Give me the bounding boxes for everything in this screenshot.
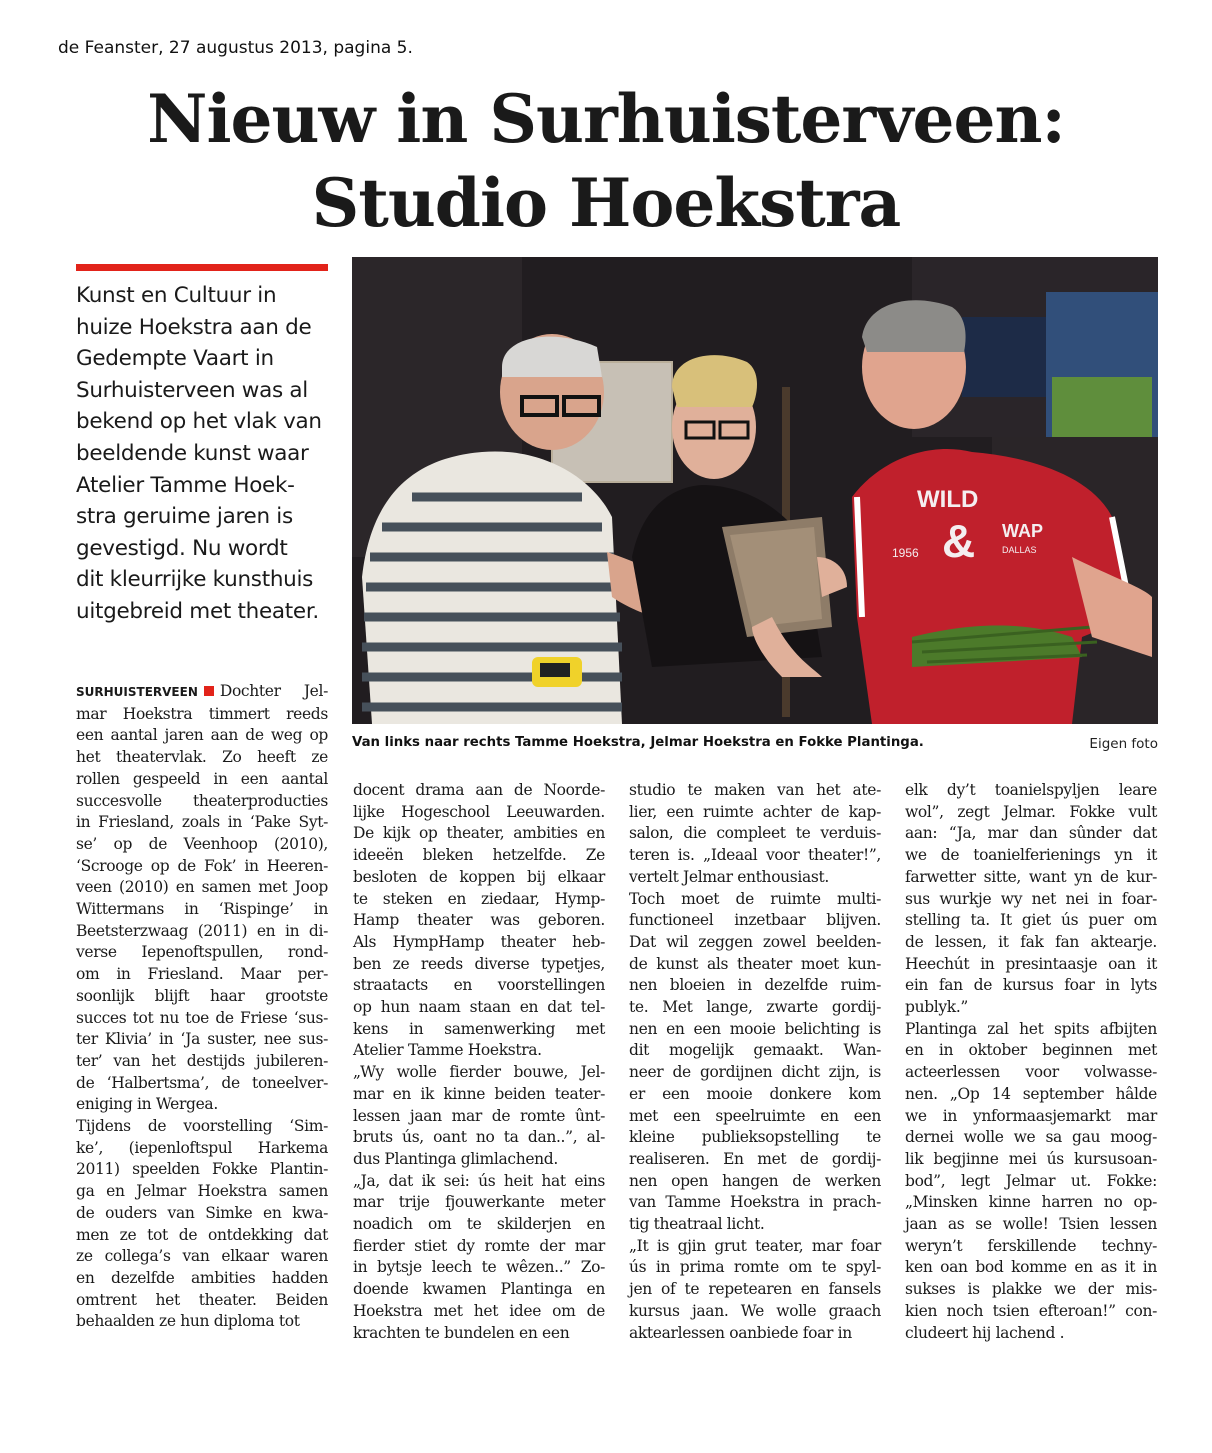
- svg-text:&: &: [942, 515, 976, 567]
- body-line: kens in samenwerking met: [353, 1019, 605, 1038]
- photo-caption: Van links naar rechts Tamme Hoekstra, Jelmar Hoekstra en Fokke Plantinga.: [352, 735, 924, 750]
- body-line: ken oan bod komme en as it in: [905, 1258, 1157, 1277]
- body-line: eniging in Wergea.: [76, 1095, 218, 1114]
- body-line: realiseren. En met de gordij-: [629, 1149, 881, 1168]
- body-line: en dezelfde ambities hadden: [76, 1268, 328, 1287]
- shirt-text-wild: WILD: [917, 486, 979, 513]
- body-line: in bytsje leech te wêzen..” Zo-: [353, 1258, 605, 1277]
- body-line: dernei wolle we sa gau moog-: [905, 1128, 1157, 1147]
- body-line: aktearlessen oanbiede foar in: [629, 1323, 852, 1342]
- body-line: succes tot nu toe de Friese ‘sus-: [76, 1008, 328, 1027]
- body-line: aan: “Ja, mar dan sûnder dat: [905, 824, 1157, 843]
- body-line: verse Iepenoftspullen, rond-: [76, 943, 328, 962]
- intro-line: Kunst en Cultuur in: [76, 283, 277, 308]
- body-line: Hoekstra met het idee om de: [353, 1301, 605, 1320]
- body-line: de kunst als theater moet kun-: [629, 954, 881, 973]
- body-line: we in ynformaasjemarkt mar: [905, 1106, 1157, 1125]
- article-column-3: [629, 780, 881, 1344]
- dateline: SURHUISTERVEEN: [76, 685, 198, 699]
- body-line: te steken en ziedaar, Hymp-: [353, 889, 605, 908]
- svg-text:DALLAS: DALLAS: [1002, 545, 1037, 555]
- body-line: functioneel inzetbaar blijven.: [629, 911, 881, 930]
- body-line: nen bloeien in dezelfde ruim-: [629, 976, 881, 995]
- intro-line: dit kleurrijke kunsthuis: [76, 567, 314, 593]
- body-line: vertelt Jelmar enthousiast.: [629, 867, 829, 886]
- body-line: nen. „Op 14 september hâlde: [905, 1084, 1157, 1103]
- svg-text:WAP: WAP: [1002, 521, 1044, 541]
- article-column-1: [76, 681, 328, 1333]
- red-square-icon: [204, 686, 214, 696]
- body-line: ‘Scrooge op de Fok’ in Heeren-: [76, 856, 328, 875]
- body-line: jaan as se wolle! Tsien lessen: [905, 1215, 1157, 1234]
- accent-rule: [76, 264, 328, 271]
- body-line: ideeën bleken hetzelfde. Ze: [353, 846, 605, 865]
- source-line: de Feanster, 27 augustus 2013, pagina 5.: [58, 38, 413, 58]
- photo-credit: Eigen foto: [1089, 736, 1158, 752]
- body-line: soonlijk blijft haar grootste: [76, 986, 328, 1005]
- body-line: straatacts en voorstellingen: [353, 976, 605, 995]
- body-line: er een mooie donkere kom: [629, 1084, 881, 1103]
- painting-1: [962, 317, 1052, 397]
- body-line: Hamp theater was geboren.: [353, 911, 605, 930]
- body-line: „Minsken kinne harren no op-: [905, 1193, 1157, 1212]
- headline-line-1: Nieuw in Surhuisterveen:: [147, 80, 1065, 158]
- body-line: een aantal jaren aan de weg op: [76, 726, 328, 745]
- body-line: farwetter sitte, want yn de kur-: [905, 867, 1157, 886]
- body-line: wol”, zegt Jelmar. Fokke vult: [905, 802, 1157, 821]
- body-line: men ze tot de ontdekking dat: [76, 1225, 328, 1244]
- body-line: Als HympHamp theater heb-: [353, 932, 605, 951]
- body-line: ze collega’s van elkaar waren: [76, 1247, 328, 1266]
- body-line: succesvolle theaterproducties: [76, 791, 328, 810]
- body-line: ga en Jelmar Hoekstra samen: [76, 1182, 328, 1201]
- body-line: lessen jaan mar de romte ûnt-: [353, 1106, 605, 1125]
- intro-line: bekend op het vlak van: [76, 409, 322, 435]
- body-line: mar trije fjouwerkante meter: [353, 1193, 605, 1212]
- body-line: en in oktober beginnen met: [905, 1041, 1157, 1060]
- body-line: Toch moet de ruimte multi-: [629, 889, 881, 908]
- body-line: studio te maken van het ate-: [629, 781, 881, 799]
- body-line: 2011) speelden Fokke Plantin-: [76, 1160, 328, 1179]
- body-line: stelling ta. It giet ús puer om: [905, 911, 1157, 930]
- body-line: kleine publieksopstelling te: [629, 1128, 881, 1147]
- body-line: se’ op de Veenhoop (2010),: [76, 834, 328, 853]
- body-line: de ouders van Simke en kwa-: [76, 1203, 328, 1222]
- body-line: mar en ik kinne beiden teater-: [353, 1084, 605, 1103]
- dateline-line: [76, 681, 328, 704]
- body-line: Beetsterzwaag (2011) en in di-: [76, 921, 328, 940]
- body-line: noadich om te skilderjen en: [353, 1215, 605, 1234]
- body-line: bruts ús, oant no ta dan..”, al-: [353, 1128, 605, 1147]
- body-line: krachten te bundelen en een: [353, 1323, 570, 1342]
- body-line: rollen gespeeld in een aantal: [76, 769, 328, 788]
- body-line: ter’ van het destijds jubileren-: [76, 1051, 328, 1070]
- body-line: ke’, (iepenloftspul Harkema: [76, 1138, 328, 1157]
- intro-line: Atelier Tamme Hoek-: [76, 472, 295, 498]
- body-line: docent drama aan de Noorde-: [353, 781, 605, 799]
- article-column-2: [353, 780, 605, 1344]
- article-photo: [352, 257, 1158, 724]
- body-line: Tijdens de voorstelling ‘Sim-: [76, 1117, 328, 1136]
- body-line: nen open hangen de werken: [629, 1171, 881, 1190]
- body-line: dus Plantinga glimlachend.: [353, 1149, 558, 1168]
- body-line: om in Friesland. Maar per-: [76, 965, 328, 984]
- body-line: Heechút in presintaasje oan it: [905, 954, 1157, 973]
- body-line: jen of te repetearen en fansels: [629, 1280, 881, 1299]
- body-line: kien noch tsien efteroan!” con-: [905, 1301, 1157, 1320]
- body-line: lier, een ruimte achter de kap-: [629, 802, 881, 821]
- body-line: weryn’t ferskillende techny-: [905, 1236, 1157, 1255]
- body-line: bod”, legt Jelmar ut. Fokke:: [905, 1171, 1157, 1190]
- svg-text:1956: 1956: [892, 546, 919, 560]
- body-line: veen (2010) en samen met Joop: [76, 878, 328, 897]
- body-line: publyk.”: [905, 998, 968, 1017]
- body-line: salon, die compleet te verduis-: [629, 824, 881, 843]
- body-line: teren is. „Ideaal voor theater!”,: [629, 846, 881, 865]
- body-line: tig theatraal licht.: [629, 1215, 765, 1234]
- body-line: elk dy’t toanielspyljen leare: [905, 781, 1157, 799]
- body-line: van Tamme Hoekstra in prach-: [629, 1193, 881, 1212]
- body-line: cludeert hij lachend .: [905, 1323, 1065, 1342]
- intro-line: Gedempte Vaart in: [76, 346, 274, 372]
- body-line: nen en een mooie belichting is: [629, 1019, 881, 1038]
- body-line: Atelier Tamme Hoekstra.: [353, 1041, 542, 1060]
- body-line: mar Hoekstra timmert reeds: [76, 704, 328, 723]
- body-line: lik begjinne mei ús kursusoan-: [905, 1149, 1157, 1168]
- body-line: Wittermans in ‘Rispinge’ in: [76, 900, 328, 919]
- intro-line: gevestigd. Nu wordt: [76, 535, 288, 561]
- intro-line: Surhuisterveen was al: [76, 377, 308, 403]
- body-line: besloten de koppen bij elkaar: [353, 867, 605, 886]
- body-line: acteerlessen voor volwasse-: [905, 1063, 1157, 1082]
- headline-line-2: Studio Hoekstra: [311, 164, 901, 242]
- body-line: omtrent het theater. Beiden: [76, 1290, 328, 1309]
- body-line: lijke Hogeschool Leeuwarden.: [353, 802, 605, 821]
- intro-lead: [76, 280, 332, 628]
- body-line: ben ze reeds diverse typetjes,: [353, 954, 605, 973]
- body-line: dit mogelijk gemaakt. Wan-: [629, 1041, 881, 1060]
- first-line-text: Dochter Jel-: [219, 682, 328, 700]
- body-line: behaalden ze hun diploma tot: [76, 1312, 300, 1331]
- article-column-4: [905, 780, 1157, 1344]
- body-line: Plantinga zal het spits afbijten: [905, 1019, 1157, 1038]
- body-line: in Friesland, zoals in ‘Pake Syt-: [76, 813, 328, 832]
- body-line: op hun naam staan en dat tel-: [353, 998, 605, 1017]
- body-line: ús in prima romte om te spyl-: [629, 1258, 881, 1277]
- body-line: sukses is plakke we der mis-: [905, 1280, 1157, 1299]
- body-line: fierder stiet dy romte der mar: [353, 1236, 605, 1255]
- body-line: „Ja, dat ik sei: ús heit hat eins: [353, 1171, 605, 1190]
- column-1-body: [76, 704, 328, 1333]
- body-line: „Wy wolle fierder bouwe, Jel-: [353, 1063, 605, 1082]
- body-line: „It is gjin grut teater, mar foar: [629, 1236, 881, 1255]
- body-line: te. Met lange, zwarte gordij-: [629, 998, 881, 1017]
- intro-line: uitgebreid met theater.: [76, 598, 319, 624]
- body-line: met een speelruimte en een: [629, 1106, 881, 1125]
- body-line: sus wurkje wy net nei in foar-: [905, 889, 1157, 908]
- body-line: we de toanielferienings yn it: [905, 846, 1157, 865]
- body-line: de lessen, it fak fan aktearje.: [905, 932, 1157, 951]
- body-line: kursus jaan. We wolle graach: [629, 1301, 881, 1320]
- body-line: ter Klivia’ in ‘Ja suster, nee sus-: [76, 1030, 328, 1049]
- intro-line: beeldende kunst waar: [76, 440, 309, 466]
- body-line: de ‘Halbertsma’, de toneelver-: [76, 1073, 328, 1092]
- body-line: Dat wil zeggen zowel beelden-: [629, 932, 881, 951]
- body-line: De kijk op theater, ambities en: [353, 824, 605, 843]
- body-line: ein fan de kursus foar in lyts: [905, 976, 1157, 995]
- body-line: neer de gordijnen dicht zijn, is: [629, 1063, 881, 1082]
- intro-line: huize Hoekstra aan de: [76, 314, 312, 340]
- body-line: het theatervlak. Zo heeft ze: [76, 748, 328, 767]
- intro-line: stra geruime jaren is: [76, 504, 293, 530]
- body-line: doende kwamen Plantinga en: [353, 1280, 605, 1299]
